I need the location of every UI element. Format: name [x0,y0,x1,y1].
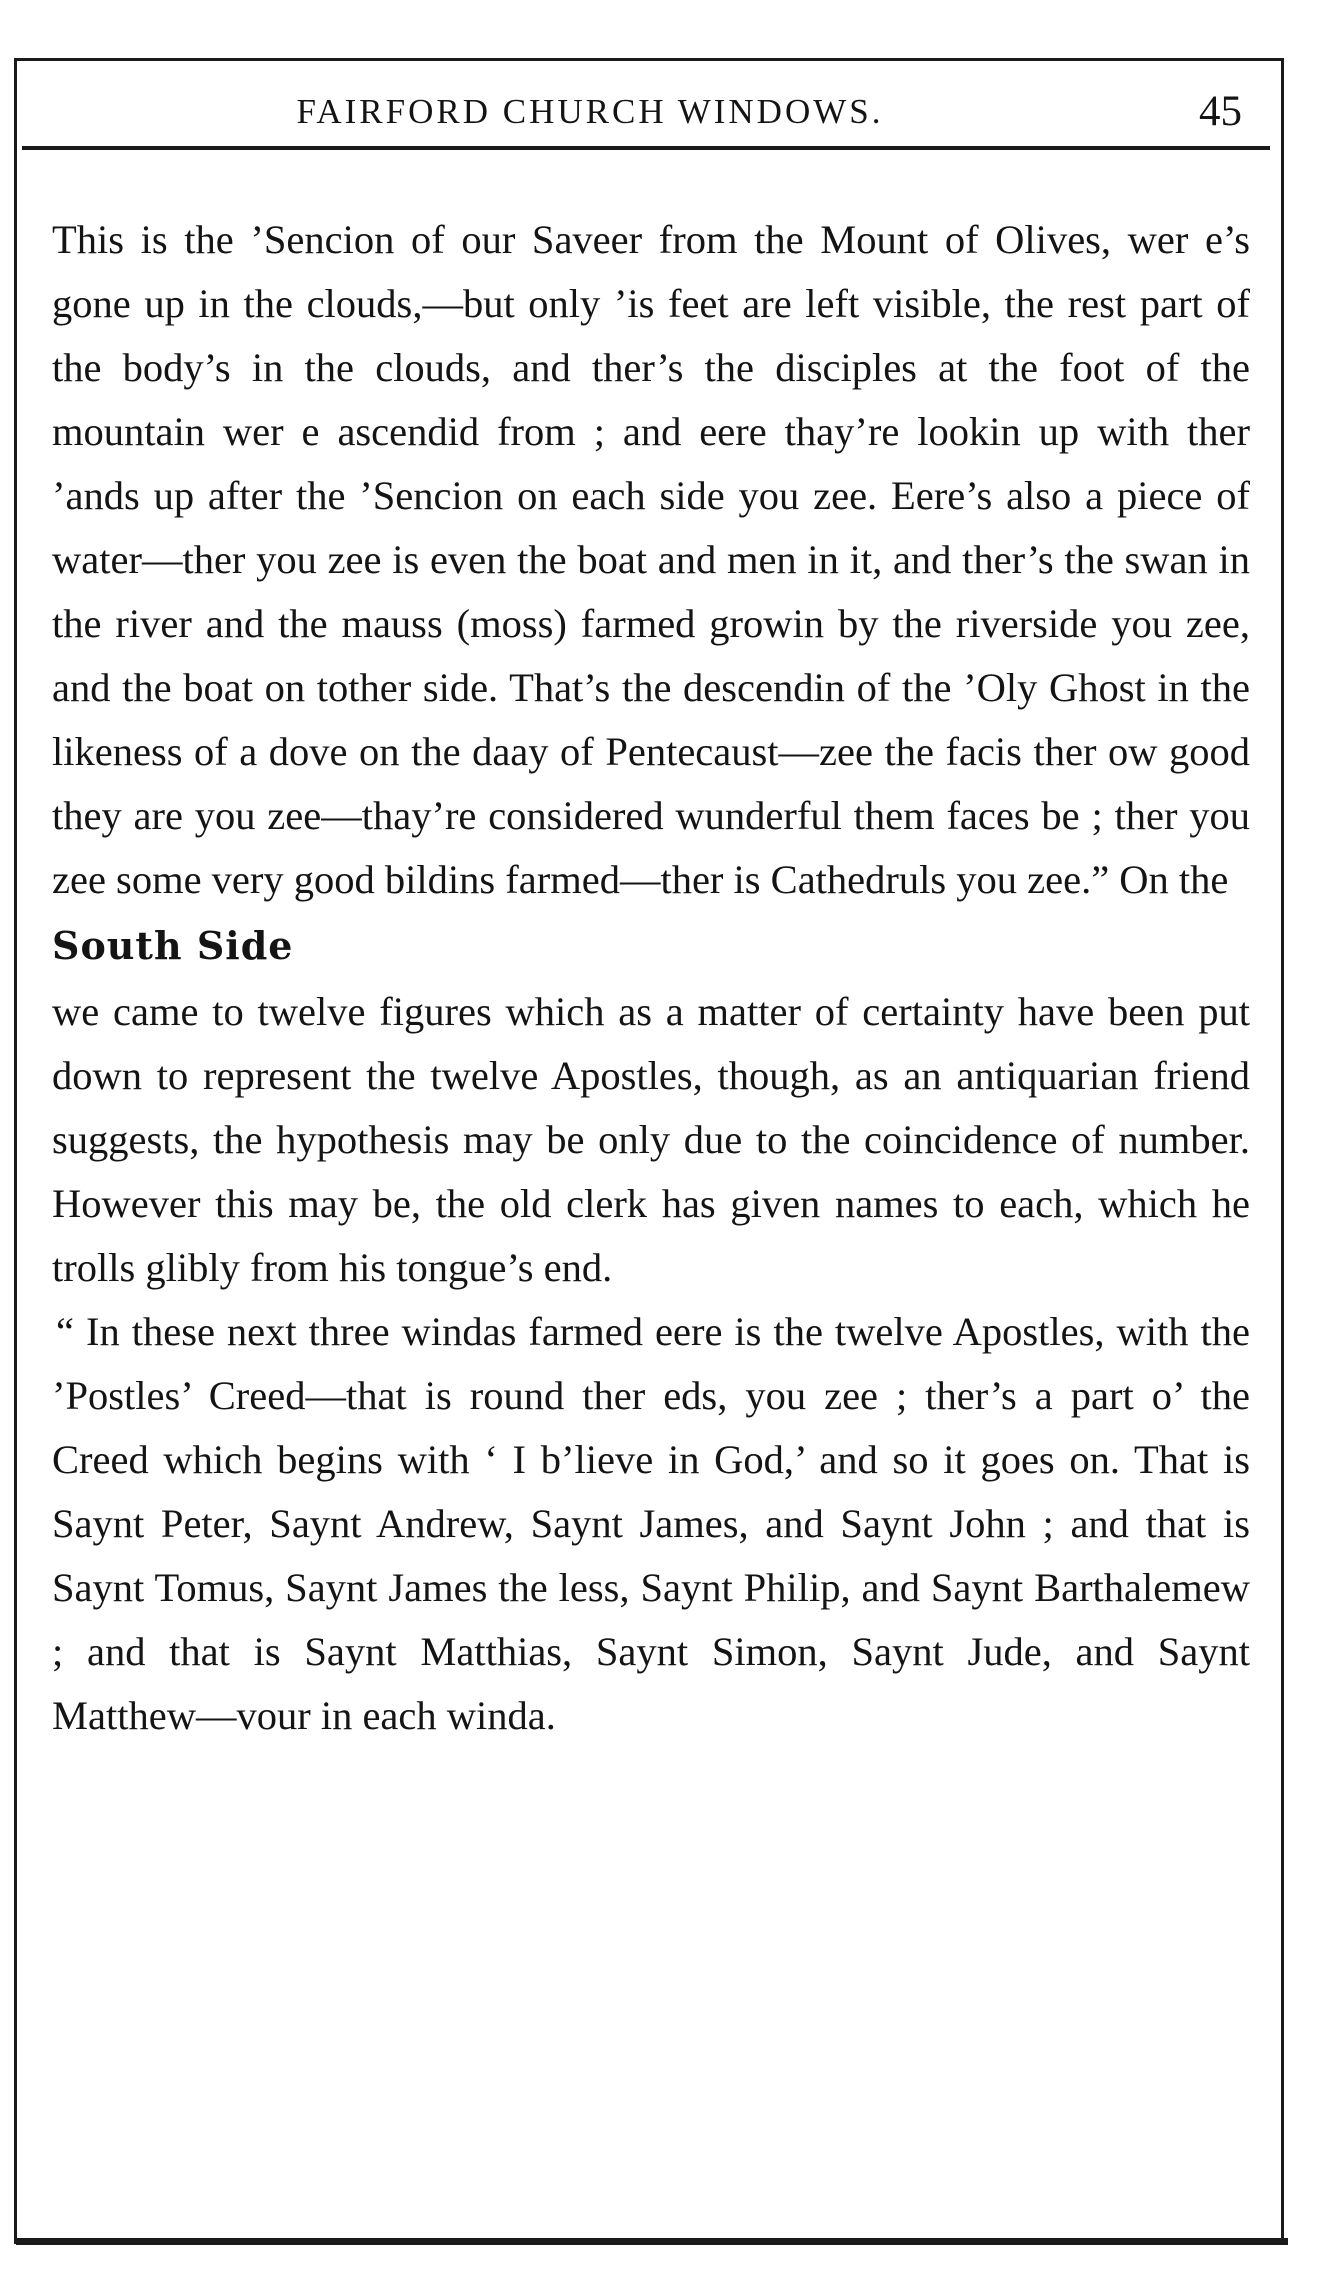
page-border-bottom-rule [16,2238,1288,2245]
paragraph-twelve-figures: we came to twelve figures which as a matter of certainty have been put down to represent the twelve Apostles, though, as an antiquarian friend suggests, the hypothesis may be only due to the coincidence of number. However this may be, the old clerk has given names to each, which he trolls glibly from his tongue’s end. [52,989,1250,1290]
running-title: FAIRFORD CHURCH WINDOWS. [296,92,884,131]
body-text [52,208,1250,1748]
page-number: 45 [1199,88,1242,135]
section-heading-south-side: South Side [52,923,294,968]
header-rule [22,146,1270,150]
paragraph-apostles-quote: “ In these next three windas farmed eere is the twelve Apostles, with the ’Postles’ Creed—that is round ther eds, you zee ; ther’s a part o’ the Creed which begins with ‘ I b’lieve in God,’ and so it goes on. That is Saynt Peter, Saynt Andrew, Saynt James, and Saynt John ; and that is Saynt Tomus, Saynt James the less, Saynt Philip, and Saynt Barthalemew ; and that is Saynt Matthias, Saynt Simon, Saynt Jude, and Saynt Matthew—vour in each winda. [52,1309,1250,1738]
paragraph-ascension: This is the ’Sencion of our Saveer from the Mount of Olives, wer e’s gone up in the clouds,—but only ’is feet are left visible, the rest part of the body’s in the clouds, and ther’s the disciples at the foot of the mountain wer e ascendid from ; and eere thay’re lookin up with ther ’ands up after the ’Sencion on each side you zee. Eere’s also a piece of water—ther you zee is even the boat and men in it, and ther’s the swan in the river and the mauss (moss) farmed growin by the riverside you zee, and the boat on tother side. That’s the descendin of the ’Oly Ghost in the likeness of a dove on the daay of Pentecaust—zee the facis ther ow good they are you zee—thay’re considered wunderful them faces be ; ther you zee some very good bildins farmed—ther is Cathedruls you zee.” On the [52,217,1250,902]
running-head [40,82,1260,142]
